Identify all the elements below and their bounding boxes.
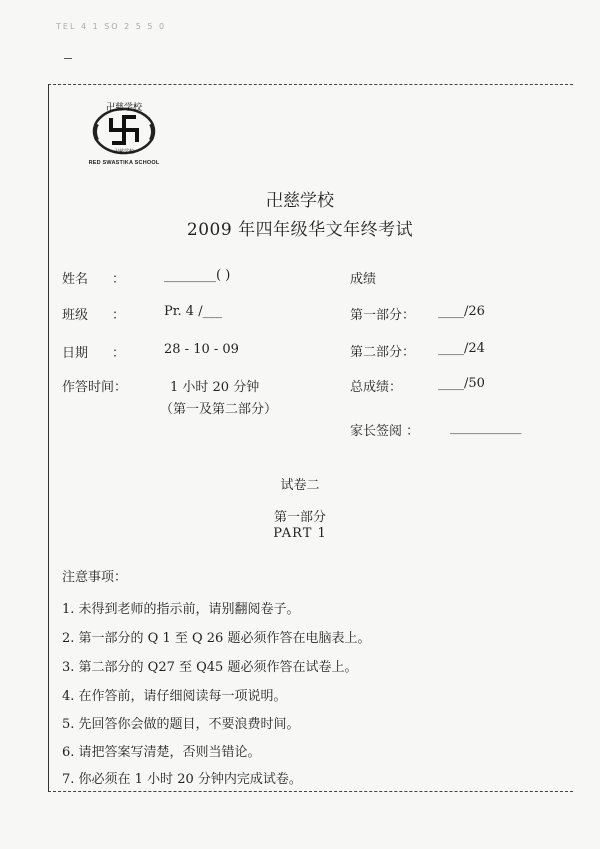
name-label: 姓名: [62, 272, 89, 287]
time-row: [62, 376, 260, 395]
date-colon: ：: [112, 346, 126, 361]
exam-title: 2009 年四年级华文年终考试: [186, 220, 414, 240]
note-item: 7. 你必须在 1 小时 20 分钟内完成试卷。: [62, 772, 302, 787]
class-value: Pr. 4 /___: [164, 304, 223, 319]
school-logo: [78, 100, 170, 166]
total-score-value: ____/50: [438, 376, 485, 391]
note-item: 5. 先回答你会做的题目，不要浪费时间。: [62, 717, 300, 732]
part2-score-row: [350, 341, 485, 360]
date-value: 28 - 10 - 09: [164, 342, 239, 357]
part-title-en: PART 1: [273, 526, 327, 541]
name-blank: ________( ): [164, 268, 231, 283]
total-score-label: 总成绩：: [350, 380, 403, 395]
part1-score-value: ____/26: [438, 304, 485, 319]
date-row: [62, 342, 239, 361]
note-item: 4. 在作答前，请仔细阅读每一项说明。: [62, 689, 287, 704]
note-item: 6. 请把答案写清楚，否则当错论。: [62, 745, 261, 760]
logo-bottom-text: 卍慈学校: [113, 149, 135, 155]
total-score-row: [350, 376, 485, 395]
time-note: （第一及第二部分）: [160, 402, 278, 417]
swastika-emblem-icon: [89, 100, 159, 158]
time-label: 作答时间：: [62, 380, 128, 395]
scan-mark: [64, 58, 72, 59]
date-label: 日期: [62, 346, 89, 361]
time-value: 1 小时 20 分钟: [170, 380, 260, 395]
grade-label: 成绩: [350, 272, 377, 287]
class-label: 班级: [62, 308, 89, 323]
note-item: 3. 第二部分的 Q27 至 Q45 题必须作答在试卷上。: [62, 660, 358, 675]
parent-signature-blank: ___________: [450, 420, 522, 435]
logo-top-text: 卍慈学校: [105, 103, 143, 113]
part1-score-label: 第一部分：: [350, 308, 416, 323]
logo-caption: RED SWASTIKA SCHOOL: [88, 160, 160, 166]
part2-score-value: ____/24: [438, 341, 485, 356]
school-name-title: 卍慈学校: [266, 191, 334, 211]
class-row: [62, 304, 223, 323]
parent-signature-label: 家长签阅 ：: [350, 424, 420, 439]
paper-title: 试卷二: [280, 478, 320, 493]
name-colon: ：: [112, 272, 126, 287]
name-row: [62, 268, 231, 287]
parent-signature-row: [350, 420, 522, 439]
class-colon: ：: [112, 308, 126, 323]
scan-header-text: TEL 4 1 SO 2 5 5 0: [56, 22, 167, 31]
part-title-cn: 第一部分: [273, 510, 326, 525]
notes-heading: 注意事项：: [62, 570, 128, 585]
note-item: 1. 未得到老师的指示前，请别翻阅卷子。: [62, 602, 300, 617]
part1-score-row: [350, 304, 485, 323]
part2-score-label: 第二部分：: [350, 345, 416, 360]
note-item: 2. 第一部分的 Q 1 至 Q 26 题必须作答在电脑表上。: [62, 631, 371, 646]
